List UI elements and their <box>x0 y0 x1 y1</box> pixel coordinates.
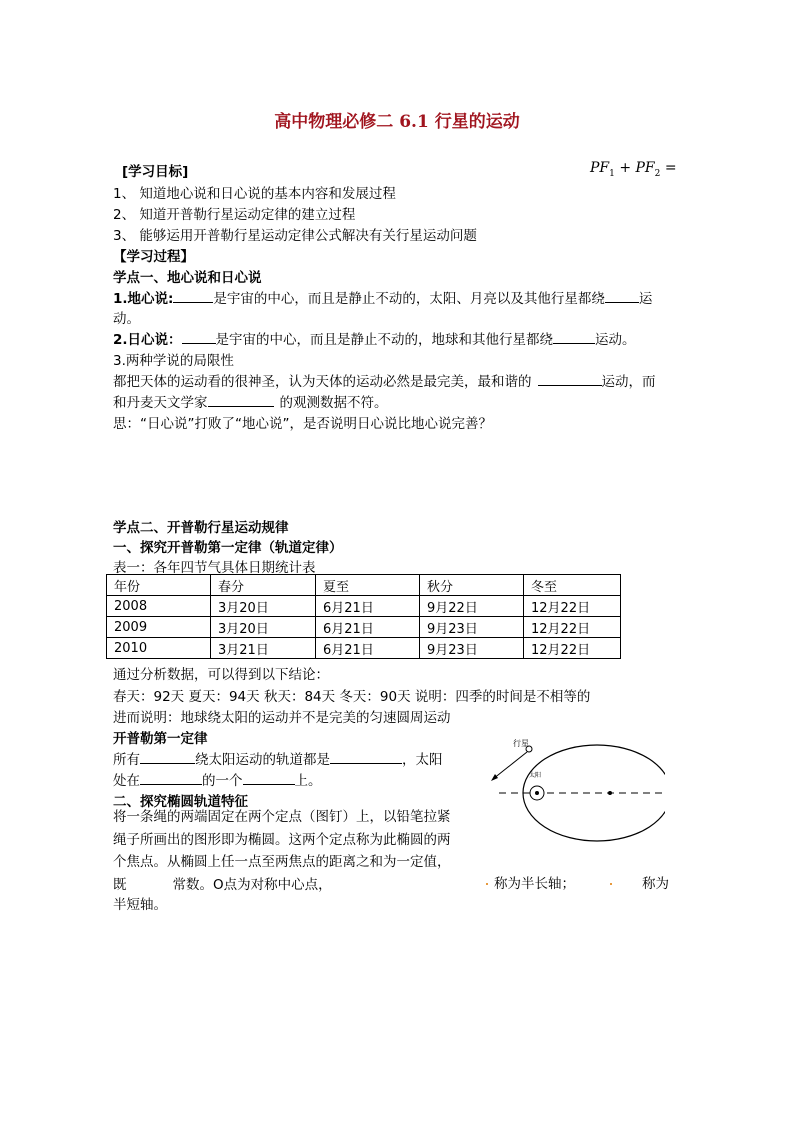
limits-line <box>113 391 388 411</box>
limits-line <box>113 370 656 390</box>
focal-sum-formula <box>590 160 677 179</box>
table-cell: 3月20日 <box>211 617 316 638</box>
ellipse-text: 将一条绳的两端固定在两个定点（图钉）上，以铅笔拉紧绳子所画出的图形即为椭圆。这两个定点称为此椭圆的两个焦点。从椭圆上任一点至两焦点的距离之和为一定值，既 <box>113 809 451 893</box>
table-cell: 6月21日 <box>316 596 420 617</box>
table-cell: 6月21日 <box>316 638 420 659</box>
orange-dot <box>610 883 612 885</box>
table-caption: 表一：各年四节气具体日期统计表 <box>113 560 316 576</box>
ellipse-paragraph <box>113 806 463 896</box>
limits-text: 和丹麦天文学家 <box>113 395 208 411</box>
law1-text: 的一个 <box>202 773 243 789</box>
limits-text: 运动，而 <box>601 374 656 390</box>
seasons-text: 春天：92天 夏天：94天 秋天：84天 冬天：90天 说明：四季的时间是不相等的 <box>113 689 591 705</box>
formula-term: PF <box>590 160 610 176</box>
sun-label: 太阳 <box>529 772 542 779</box>
table-cell: 3月21日 <box>211 638 316 659</box>
law1-text: ，太阳 <box>402 752 443 768</box>
arrow-head-icon <box>491 774 498 781</box>
fill-blank[interactable] <box>538 372 602 386</box>
heliocentric-text: 运动。 <box>595 332 636 348</box>
law1-text: 处在 <box>113 773 140 789</box>
ellipse-text: 常数。O点为对称中心点， <box>172 876 332 893</box>
goal-item: 1、 知道地心说和日心说的基本内容和发展过程 <box>113 186 396 202</box>
geocentric-line <box>113 287 652 307</box>
focus-dot <box>608 791 612 795</box>
formula-eq: = <box>660 160 677 176</box>
goal-item: 2、 知道开普勒行星运动定律的建立过程 <box>113 207 356 223</box>
ellipse-section-heading: 二、探究椭圆轨道特征 <box>113 794 248 810</box>
table-header: 年份 <box>107 575 211 596</box>
semi-minor-text <box>610 872 669 892</box>
table-row <box>107 617 621 638</box>
think-question: 思：“日心说”打败了“地心说”，是否说明日心说比地心说完善？ <box>113 416 492 432</box>
table-row <box>107 596 621 617</box>
fill-blank[interactable] <box>208 393 274 407</box>
table-header-row <box>107 575 621 596</box>
heliocentric-line <box>113 328 636 348</box>
table-cell: 2010 <box>107 638 211 659</box>
solar-terms-table <box>106 574 621 659</box>
section2-heading: 学点二、开普勒行星运动规律 <box>113 520 289 536</box>
table-cell: 12月22日 <box>524 596 621 617</box>
geocentric-text: 运 <box>638 291 653 307</box>
law1-text: 所有 <box>113 752 140 768</box>
formula-sub: 2 <box>654 168 661 179</box>
goals-heading: [学习目标] <box>122 164 189 180</box>
page-title: 高中物理必修二 6.1 行星的运动 <box>274 112 520 132</box>
table-cell: 2009 <box>107 617 211 638</box>
ellipse-text: 称为半长轴； <box>494 876 575 892</box>
ellipse-text: 称为 <box>642 876 669 892</box>
velocity-arrow <box>493 752 527 779</box>
table-cell: 9月22日 <box>420 596 524 617</box>
formula-sub: 1 <box>609 168 615 179</box>
table-cell: 6月21日 <box>316 617 420 638</box>
table-header: 冬至 <box>524 575 621 596</box>
fill-blank[interactable] <box>182 330 216 344</box>
conclusion-text: 进而说明：地球绕太阳的运动并不是完美的匀速圆周运动 <box>113 710 451 726</box>
table-cell: 12月22日 <box>524 638 621 659</box>
geocentric-line-cont: 动。 <box>113 311 140 327</box>
table-header: 秋分 <box>420 575 524 596</box>
focus-dot <box>535 791 539 795</box>
table-header: 春分 <box>211 575 316 596</box>
semi-minor-line: 半短轴。 <box>113 897 167 913</box>
law1-heading: 开普勒第一定律 <box>113 731 208 747</box>
law1-line <box>113 769 322 789</box>
table-cell: 2008 <box>107 596 211 617</box>
fill-blank[interactable] <box>140 771 202 785</box>
analysis-text: 通过分析数据，可以得到以下结论： <box>113 667 329 683</box>
geocentric-text: 是宇宙的中心，而且是静止不动的，太阳、月亮以及其他行星都绕 <box>213 291 605 307</box>
orbit-diagram <box>485 735 665 875</box>
process-heading: 【学习过程】 <box>113 249 194 265</box>
heliocentric-label: 2.日心说： <box>113 332 182 348</box>
table-cell: 3月20日 <box>211 596 316 617</box>
heliocentric-text: 是宇宙的中心，而且是静止不动的，地球和其他行星都绕 <box>215 332 554 348</box>
fill-blank[interactable] <box>553 330 595 344</box>
section1-heading: 学点一、地心说和日心说 <box>113 270 262 286</box>
fill-blank[interactable] <box>243 771 295 785</box>
formula-term: + PF <box>614 160 655 176</box>
semi-major-text <box>486 872 575 892</box>
first-law-heading: 一、探究开普勒第一定律（轨道定律） <box>113 540 343 556</box>
limits-text: 都把天体的运动看的很神圣，认为天体的运动必然是最完美，最和谐的 <box>113 374 532 390</box>
law1-text: 绕太阳运动的轨道都是 <box>195 752 330 768</box>
table-cell: 9月23日 <box>420 617 524 638</box>
law1-text: 上。 <box>294 773 322 789</box>
orange-dot <box>486 883 488 885</box>
table-cell: 9月23日 <box>420 638 524 659</box>
goal-item: 3、 能够运用开普勒行星运动定律公式解决有关行星运动问题 <box>113 228 477 244</box>
limits-text: 的观测数据不符。 <box>279 395 388 411</box>
geocentric-label: 1.地心说: <box>113 291 174 307</box>
fill-blank[interactable] <box>330 750 402 764</box>
law1-line <box>113 748 443 768</box>
fill-blank[interactable] <box>140 750 195 764</box>
fill-blank[interactable] <box>605 289 639 303</box>
table-row <box>107 638 621 659</box>
table-cell: 12月22日 <box>524 617 621 638</box>
table-header: 夏至 <box>316 575 420 596</box>
limits-heading: 3.两种学说的局限性 <box>113 353 234 369</box>
planet-label: 行星 <box>513 739 529 748</box>
fill-blank[interactable] <box>173 289 213 303</box>
